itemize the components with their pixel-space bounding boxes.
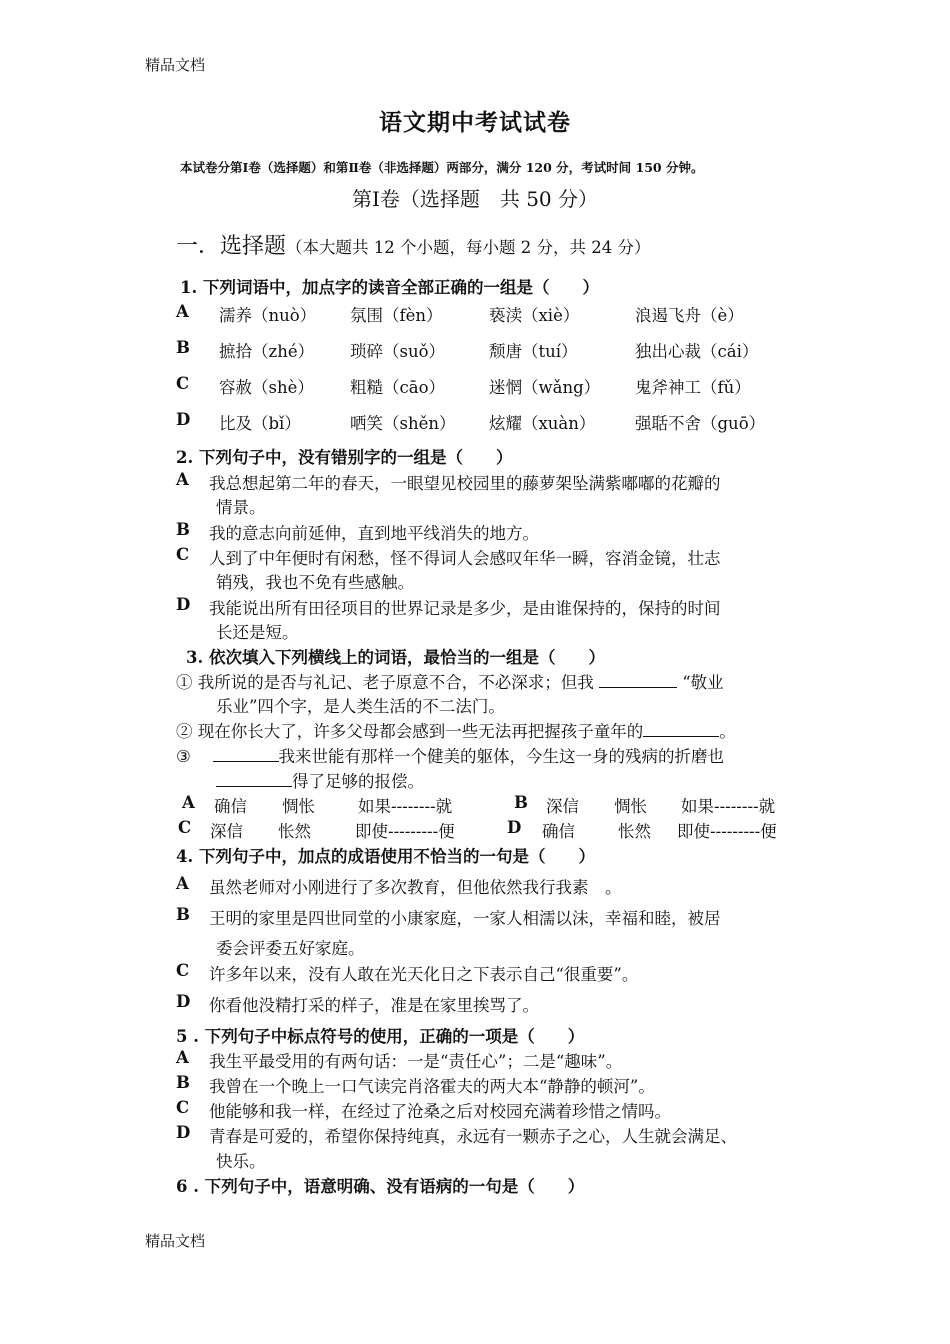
option-text: 我能说出所有田径项目的世界记录是多少，是由谁保持的，保持的时间 xyxy=(209,599,721,618)
word-with-pinyin: 摭拾（zhé） xyxy=(219,342,315,361)
option-word: 深信 xyxy=(210,822,243,841)
option-label: D xyxy=(507,818,522,837)
option-label: B xyxy=(176,1073,190,1092)
sentence-1-cont: 乐业”四个字，是人类生活的不二法门。 xyxy=(216,697,505,716)
word-with-pinyin: 比及（bǐ） xyxy=(219,414,301,433)
option-text: 我生平最受用的有两句话：一是“责任心”；二是“趣味”。 xyxy=(209,1052,623,1071)
word-with-pinyin: 强聒不舍（guō） xyxy=(635,414,766,433)
option-label: A xyxy=(176,470,189,489)
option-label: C xyxy=(176,1098,190,1117)
question-3-stem: 3. 依次填入下列横线上的词语，最恰当的一组是（ ） xyxy=(186,648,605,667)
question-4-stem: 4. 下列句子中，加点的成语使用不恰当的一句是（ ） xyxy=(176,847,595,866)
option-label: C xyxy=(176,545,190,564)
option-word: 即使---------便 xyxy=(677,822,777,841)
option-text: 他能够和我一样，在经过了沧桑之后对校园充满着珍惜之情吗。 xyxy=(209,1102,671,1121)
page-footer: 精品文档 xyxy=(145,1232,206,1250)
option-text: 我总想起第二年的春天，一眼望见校园里的藤萝架坠满紫嘟嘟的花瓣的 xyxy=(209,474,721,493)
option-text: 你看他没精打采的样子，准是在家里挨骂了。 xyxy=(209,996,539,1015)
option-text: 快乐。 xyxy=(216,1152,266,1171)
exam-intro: 本试卷分第Ⅰ卷（选择题）和第Ⅱ卷（非选择题）两部分，满分 120 分，考试时间 150 分钟。 xyxy=(180,160,704,175)
word-with-pinyin: 炫耀（xuàn） xyxy=(489,414,596,433)
word-with-pinyin: 鬼斧神工（fǔ） xyxy=(635,378,751,397)
sentence-3-cont: 得了足够的报偿。 xyxy=(216,768,424,792)
fill-blank xyxy=(216,772,292,787)
option-label: A xyxy=(176,874,189,893)
question-6-stem: 6 . 下列句子中，语意明确、没有语病的一句是（ ） xyxy=(176,1177,585,1196)
option-word: 怅然 xyxy=(618,822,651,841)
option-label: D xyxy=(176,1123,191,1142)
word-with-pinyin: 琐碎（suǒ） xyxy=(350,342,446,361)
question-1-stem: 1. 下列词语中，加点字的读音全部正确的一组是（ ） xyxy=(180,278,599,297)
option-text: 虽然老师对小刚进行了多次教育，但他依然我行我素 。 xyxy=(209,878,622,897)
word-with-pinyin: 哂笑（shěn） xyxy=(350,414,456,433)
option-label: C xyxy=(178,818,192,837)
option-text: 王明的家里是四世同堂的小康家庭，一家人相濡以沫，幸福和睦，被居 xyxy=(209,909,721,928)
option-label: B xyxy=(514,793,528,812)
page-title: 语文期中考试试卷 xyxy=(379,109,571,136)
option-word: 确信 xyxy=(214,797,247,816)
word-with-pinyin: 容赦（shè） xyxy=(219,378,314,397)
option-label: A xyxy=(176,302,189,321)
option-word: 如果--------就 xyxy=(358,797,453,816)
option-word: 惆怅 xyxy=(614,797,647,816)
option-text: 情景。 xyxy=(216,498,266,517)
option-label: A xyxy=(176,1048,189,1067)
option-word: 确信 xyxy=(542,822,575,841)
sentence-3: ③ 我来世能有那样一个健美的躯体，今生这一身的残病的折磨也 xyxy=(176,747,725,766)
option-label: B xyxy=(176,338,190,357)
word-with-pinyin: 独出心裁（cái） xyxy=(635,342,759,361)
fill-blank xyxy=(643,722,719,737)
word-with-pinyin: 氛围（fèn） xyxy=(350,306,443,325)
word-with-pinyin: 迷惘（wǎng） xyxy=(489,378,601,397)
option-text: 销残，我也不免有些感触。 xyxy=(216,573,414,592)
option-word: 惆怅 xyxy=(282,797,315,816)
option-word: 深信 xyxy=(546,797,579,816)
question-5-stem: 5 . 下列句子中标点符号的使用，正确的一项是（ ） xyxy=(176,1027,585,1046)
option-label: A xyxy=(182,793,195,812)
fill-blank xyxy=(213,747,279,762)
option-label: C xyxy=(176,961,190,980)
option-word: 如果--------就 xyxy=(681,797,776,816)
option-text: 人到了中年便时有闲愁，怪不得词人会感叹年华一瞬，容消金镜，壮志 xyxy=(209,549,721,568)
option-text: 我的意志向前延伸，直到地平线消失的地方。 xyxy=(209,524,539,543)
option-label: C xyxy=(176,374,190,393)
page-header: 精品文档 xyxy=(145,56,206,74)
part-heading: 第Ⅰ卷（选择题 共 50 分） xyxy=(351,187,599,211)
option-word: 怅然 xyxy=(278,822,311,841)
option-text: 长还是短。 xyxy=(216,623,299,642)
sentence-2: ② 现在你长大了，许多父母都会感到一些无法再把握孩子童年的 。 xyxy=(176,722,736,741)
word-with-pinyin: 粗糙（cāo） xyxy=(350,378,446,397)
question-2-stem: 2. 下列句子中，没有错别字的一组是（ ） xyxy=(176,448,513,467)
option-word: 即使---------便 xyxy=(355,822,455,841)
option-text: 我曾在一个晚上一口气读完肖洛霍夫的两大本“静静的顿河”。 xyxy=(209,1077,655,1096)
option-text: 委会评委五好家庭。 xyxy=(216,939,365,958)
fill-blank xyxy=(599,673,677,688)
option-label: D xyxy=(176,595,191,614)
option-label: B xyxy=(176,905,190,924)
section-number: 一．选择题 xyxy=(176,234,287,259)
word-with-pinyin: 亵渎（xiè） xyxy=(489,306,580,325)
option-label: D xyxy=(176,410,191,429)
word-with-pinyin: 颓唐（tuí） xyxy=(489,342,578,361)
section-heading xyxy=(176,229,650,260)
section-note: （本大题共 12 个小题，每小题 2 分，共 24 分） xyxy=(286,238,651,257)
option-text: 青春是可爱的，希望你保持纯真，永远有一颗赤子之心，人生就会满足、 xyxy=(209,1127,737,1146)
word-with-pinyin: 濡养（nuò） xyxy=(219,306,317,325)
sentence-1: ① 我所说的是否与礼记、老子原意不合，不必深求；但我 “敬业 xyxy=(176,673,724,692)
word-with-pinyin: 浪遏飞舟（è） xyxy=(635,306,744,325)
option-text: 许多年以来，没有人敢在光天化日之下表示自己“很重要”。 xyxy=(209,965,639,984)
option-label: D xyxy=(176,992,191,1011)
option-label: B xyxy=(176,520,190,539)
